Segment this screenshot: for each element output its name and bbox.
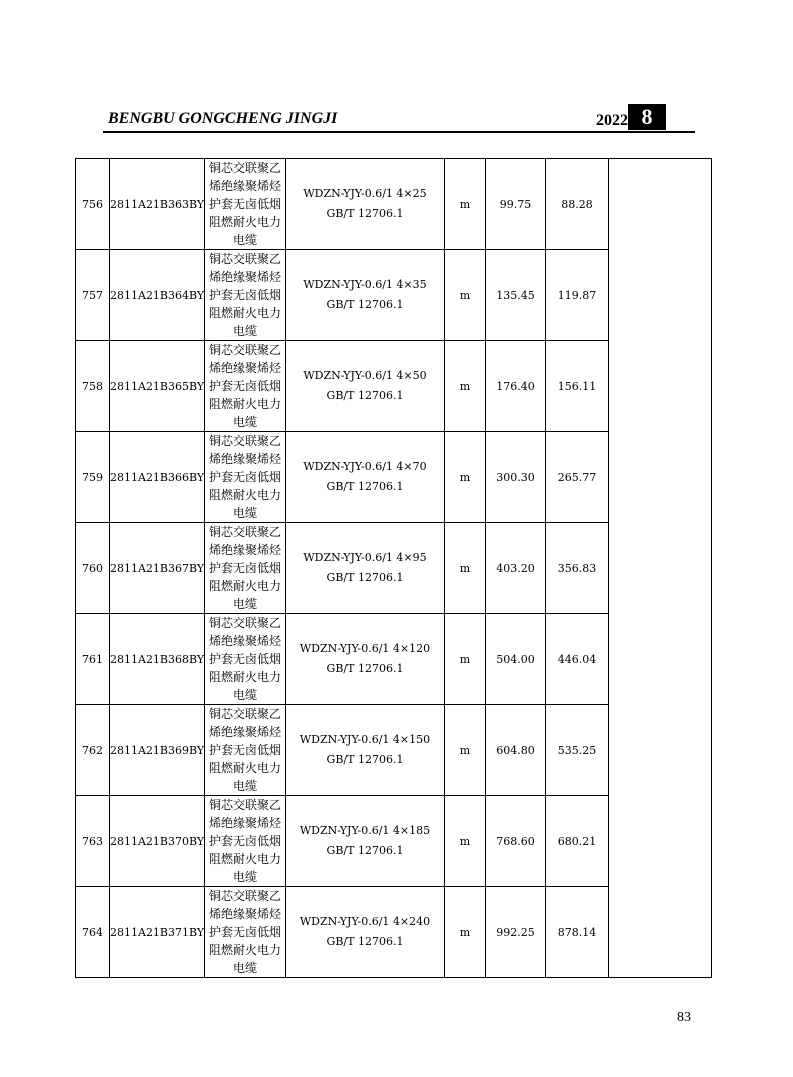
item-price-alt-cell: 680.21 xyxy=(546,796,609,887)
item-name-cell: 铜芯交联聚乙烯绝缘聚烯烃护套无卤低烟阻燃耐火电力电缆 xyxy=(205,887,286,978)
item-price-cell: 300.30 xyxy=(486,432,546,523)
item-number-cell: 760 xyxy=(76,523,110,614)
header-rule xyxy=(103,131,695,133)
item-spec-cell: WDZN-YJY-0.6/1 4×240 GB/T 12706.1 xyxy=(286,887,445,978)
item-spec-cell: WDZN-YJY-0.6/1 4×120 GB/T 12706.1 xyxy=(286,614,445,705)
page-number: 83 xyxy=(677,1010,691,1025)
item-number-cell: 757 xyxy=(76,250,110,341)
item-code-cell: 2811A21B369BY xyxy=(110,705,205,796)
item-spec-cell: WDZN-YJY-0.6/1 4×185 GB/T 12706.1 xyxy=(286,796,445,887)
item-price-cell: 99.75 xyxy=(486,159,546,250)
remarks-cell xyxy=(609,159,712,978)
item-name-cell: 铜芯交联聚乙烯绝缘聚烯烃护套无卤低烟阻燃耐火电力电缆 xyxy=(205,432,286,523)
item-code-cell: 2811A21B370BY xyxy=(110,796,205,887)
item-price-alt-cell: 119.87 xyxy=(546,250,609,341)
item-spec-cell: WDZN-YJY-0.6/1 4×25 GB/T 12706.1 xyxy=(286,159,445,250)
item-price-alt-cell: 535.25 xyxy=(546,705,609,796)
item-code-cell: 2811A21B368BY xyxy=(110,614,205,705)
item-code-cell: 2811A21B364BY xyxy=(110,250,205,341)
issue-year: 2022 xyxy=(596,112,628,129)
item-unit-cell: m xyxy=(445,341,486,432)
item-unit-cell: m xyxy=(445,523,486,614)
item-price-alt-cell: 156.11 xyxy=(546,341,609,432)
item-number-cell: 761 xyxy=(76,614,110,705)
item-price-cell: 504.00 xyxy=(486,614,546,705)
item-price-cell: 403.20 xyxy=(486,523,546,614)
item-code-cell: 2811A21B366BY xyxy=(110,432,205,523)
table-row xyxy=(76,159,712,250)
item-price-alt-cell: 356.83 xyxy=(546,523,609,614)
table-body xyxy=(76,159,712,978)
item-code-cell: 2811A21B367BY xyxy=(110,523,205,614)
item-name-cell: 铜芯交联聚乙烯绝缘聚烯烃护套无卤低烟阻燃耐火电力电缆 xyxy=(205,614,286,705)
item-unit-cell: m xyxy=(445,887,486,978)
item-unit-cell: m xyxy=(445,432,486,523)
item-number-cell: 764 xyxy=(76,887,110,978)
item-name-cell: 铜芯交联聚乙烯绝缘聚烯烃护套无卤低烟阻燃耐火电力电缆 xyxy=(205,796,286,887)
item-number-cell: 759 xyxy=(76,432,110,523)
item-spec-cell: WDZN-YJY-0.6/1 4×95 GB/T 12706.1 xyxy=(286,523,445,614)
item-name-cell: 铜芯交联聚乙烯绝缘聚烯烃护套无卤低烟阻燃耐火电力电缆 xyxy=(205,159,286,250)
item-price-cell: 992.25 xyxy=(486,887,546,978)
item-name-cell: 铜芯交联聚乙烯绝缘聚烯烃护套无卤低烟阻燃耐火电力电缆 xyxy=(205,523,286,614)
journal-title: BENGBU GONGCHENG JINGJI xyxy=(108,110,338,127)
item-name-cell: 铜芯交联聚乙烯绝缘聚烯烃护套无卤低烟阻燃耐火电力电缆 xyxy=(205,341,286,432)
item-spec-cell: WDZN-YJY-0.6/1 4×50 GB/T 12706.1 xyxy=(286,341,445,432)
item-price-alt-cell: 88.28 xyxy=(546,159,609,250)
item-price-cell: 768.60 xyxy=(486,796,546,887)
item-spec-cell: WDZN-YJY-0.6/1 4×150 GB/T 12706.1 xyxy=(286,705,445,796)
item-number-cell: 756 xyxy=(76,159,110,250)
item-price-cell: 604.80 xyxy=(486,705,546,796)
item-unit-cell: m xyxy=(445,614,486,705)
item-unit-cell: m xyxy=(445,796,486,887)
item-price-alt-cell: 265.77 xyxy=(546,432,609,523)
item-unit-cell: m xyxy=(445,705,486,796)
item-number-cell: 758 xyxy=(76,341,110,432)
item-unit-cell: m xyxy=(445,250,486,341)
item-unit-cell: m xyxy=(445,159,486,250)
item-spec-cell: WDZN-YJY-0.6/1 4×35 GB/T 12706.1 xyxy=(286,250,445,341)
item-number-cell: 763 xyxy=(76,796,110,887)
item-spec-cell: WDZN-YJY-0.6/1 4×70 GB/T 12706.1 xyxy=(286,432,445,523)
item-price-alt-cell: 878.14 xyxy=(546,887,609,978)
item-price-cell: 135.45 xyxy=(486,250,546,341)
item-price-cell: 176.40 xyxy=(486,341,546,432)
item-code-cell: 2811A21B371BY xyxy=(110,887,205,978)
item-name-cell: 铜芯交联聚乙烯绝缘聚烯烃护套无卤低烟阻燃耐火电力电缆 xyxy=(205,250,286,341)
issue-number-badge: 8 xyxy=(628,104,666,130)
item-name-cell: 铜芯交联聚乙烯绝缘聚烯烃护套无卤低烟阻燃耐火电力电缆 xyxy=(205,705,286,796)
price-table xyxy=(75,158,712,978)
item-price-alt-cell: 446.04 xyxy=(546,614,609,705)
item-number-cell: 762 xyxy=(76,705,110,796)
item-code-cell: 2811A21B365BY xyxy=(110,341,205,432)
item-code-cell: 2811A21B363BY xyxy=(110,159,205,250)
